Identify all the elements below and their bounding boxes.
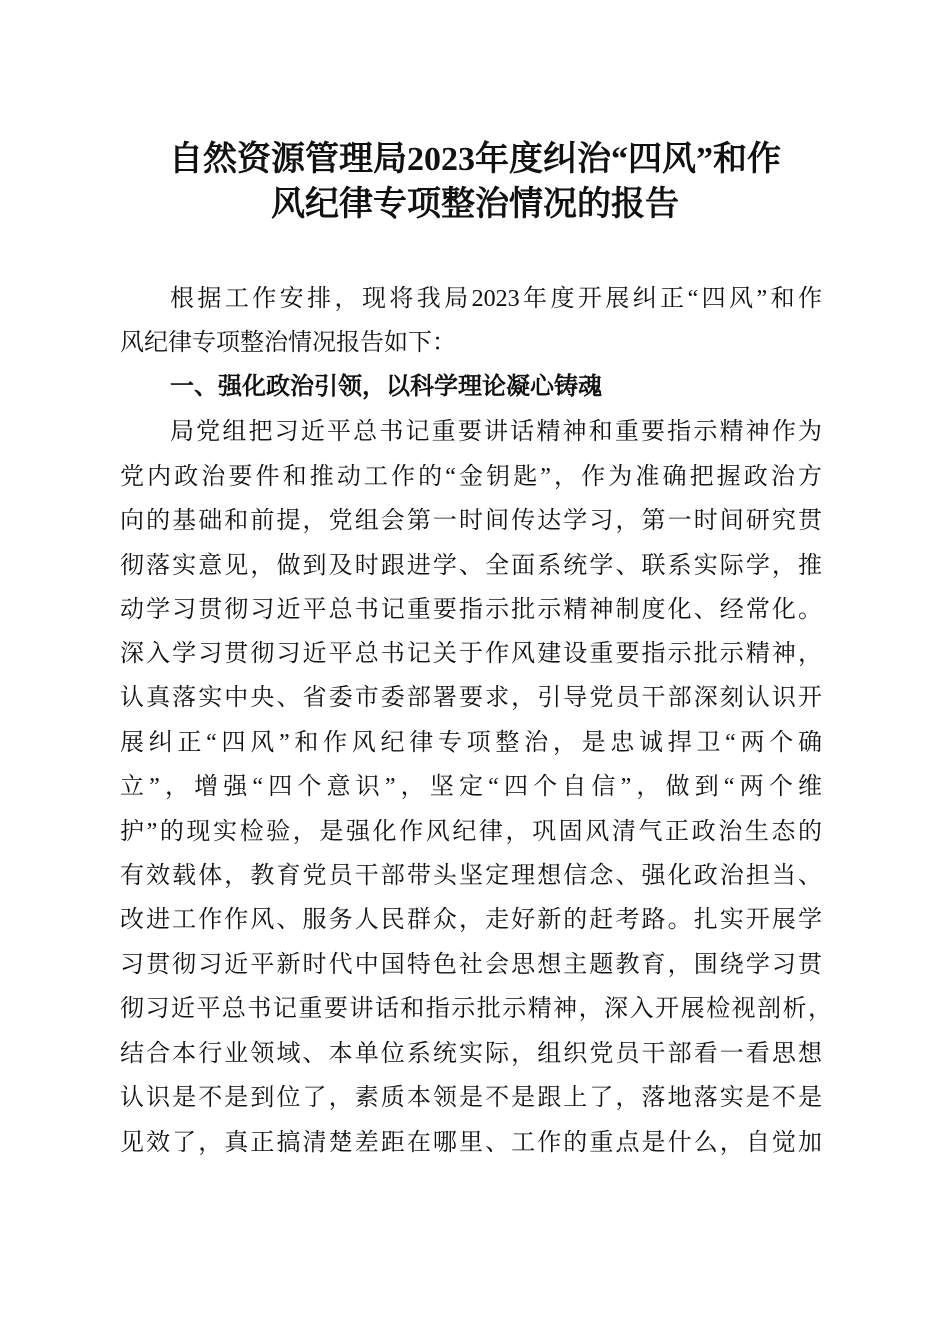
intro-line: 根据工作安排，现将我局2023年度开展纠正“四风”和作 (170, 286, 822, 312)
body-line: 护”的现实检验，是强化作风纪律，巩固风清气正政治生态的 (120, 819, 822, 845)
body-line: 认真落实中央、省委市委部署要求，引导党员干部深刻认识开 (120, 685, 822, 711)
intro-line: 风纪律专项整治情况报告如下： (120, 330, 456, 356)
body-line: 认识是不是到位了，素质本领是不是跟上了，落地落实是不是 (120, 1085, 822, 1111)
section-heading: 一、强化政治引领，以科学理论凝心铸魂 (170, 374, 602, 400)
body-line: 深入学习贯彻习近平总书记关于作风建设重要指示批示精神， (120, 641, 822, 667)
body-line: 改进工作作风、服务人民群众，走好新的赶考路。扎实开展学 (120, 907, 822, 933)
body-line: 党内政治要件和推动工作的“金钥匙”，作为准确把握政治方 (120, 464, 822, 490)
body-line: 见效了，真正搞清楚差距在哪里、工作的重点是什么，自觉加 (120, 1130, 822, 1156)
document-title-line-2: 风纪律专项整治情况的报告 (271, 186, 679, 223)
body-line: 展纠正“四风”和作风纪律专项整治，是忠诚捍卫“两个确 (120, 730, 822, 756)
body-line: 彻落实意见，做到及时跟进学、全面系统学、联系实际学，推 (120, 553, 822, 579)
body-line: 立”，增强“四个意识”，坚定“四个自信”，做到“两个维 (120, 774, 822, 800)
body-line: 有效载体，教育党员干部带头坚定理想信念、强化政治担当、 (120, 863, 822, 889)
body-line: 向的基础和前提，党组会第一时间传达学习，第一时间研究贯 (120, 508, 822, 534)
body-line: 结合本行业领域、本单位系统实际，组织党员干部看一看思想 (120, 1041, 822, 1067)
body-line: 习贯彻习近平新时代中国特色社会思想主题教育，围绕学习贯 (120, 952, 822, 978)
body-line: 动学习贯彻习近平总书记重要指示批示精神制度化、经常化。 (120, 597, 822, 623)
document-title-line-1: 自然资源管理局2023年度纠治“四风”和作 (169, 141, 781, 178)
body-line: 彻习近平总书记重要讲话和指示批示精神，深入开展检视剖析， (120, 996, 832, 1022)
body-line: 局党组把习近平总书记重要讲话精神和重要指示精神作为 (170, 419, 822, 445)
